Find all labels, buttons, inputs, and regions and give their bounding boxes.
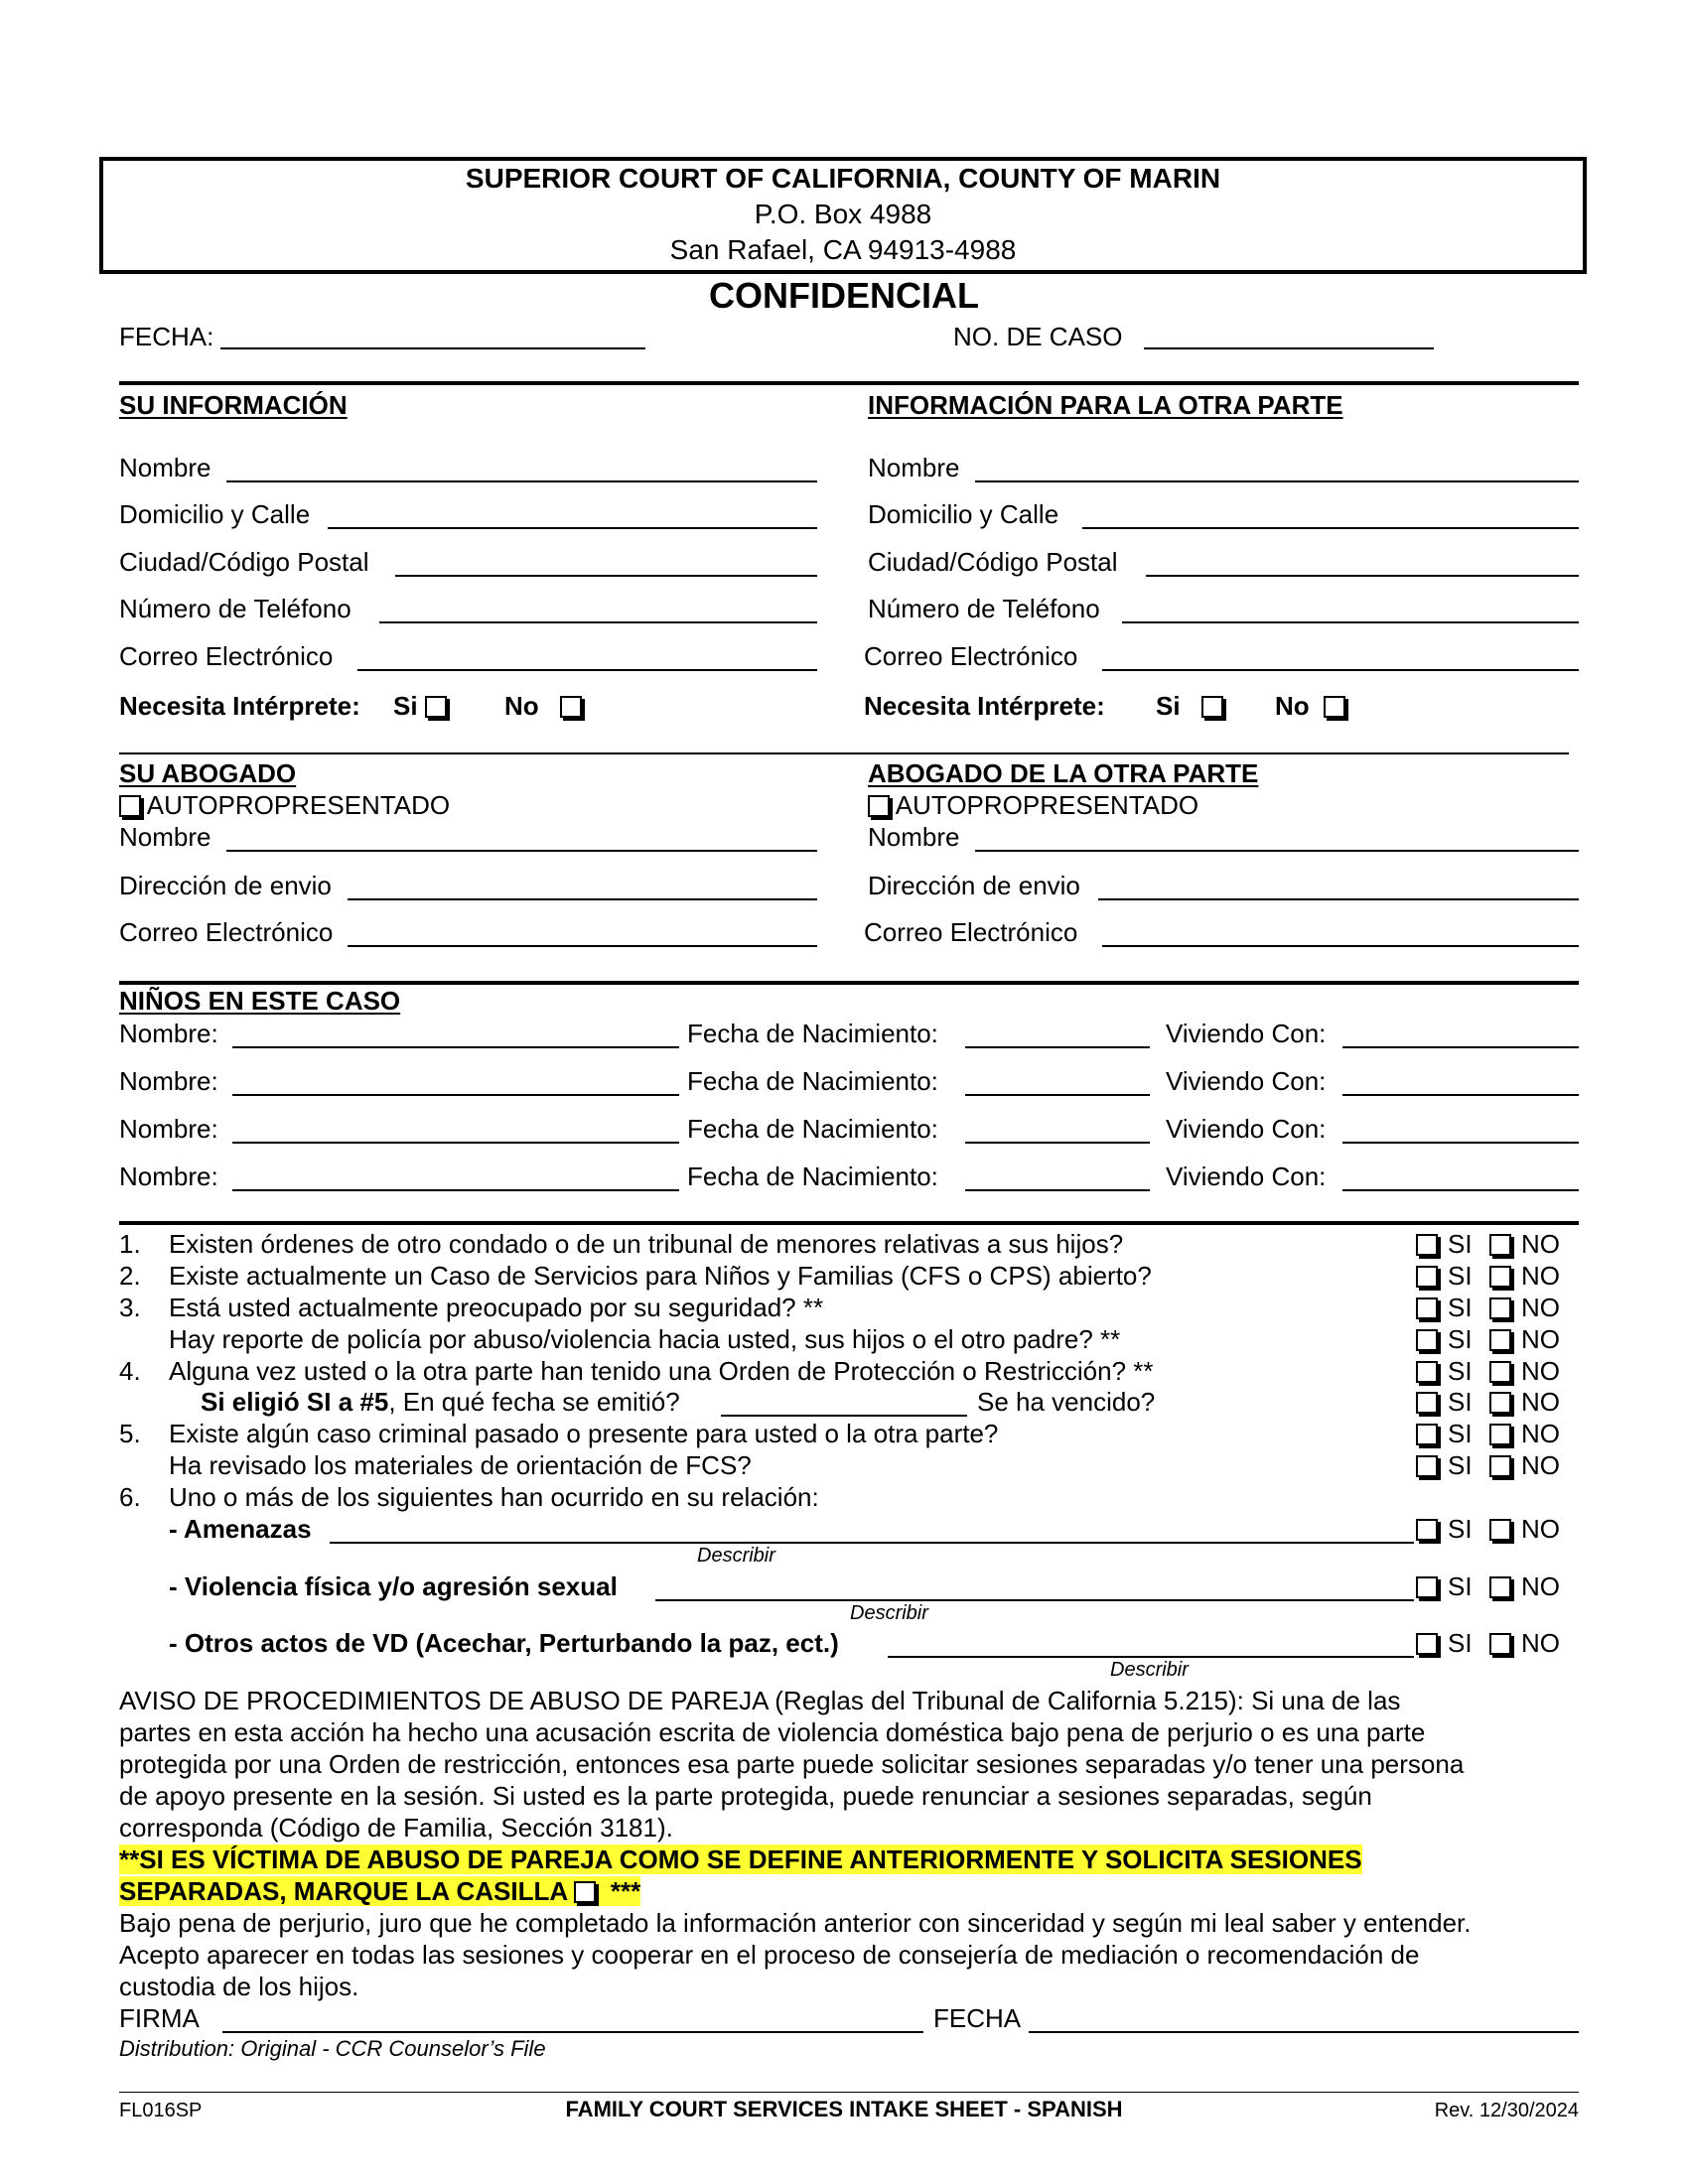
highlight-line-2 bbox=[119, 1876, 640, 1906]
q4b-expired: Se ha vencido? bbox=[977, 1387, 1156, 1417]
no-label: NO bbox=[1521, 1419, 1560, 1448]
q3-no[interactable] bbox=[1489, 1293, 1560, 1322]
nino-3-nombre-field[interactable] bbox=[232, 1142, 679, 1144]
q6b-describir: Describir bbox=[850, 1602, 928, 1624]
no-label: NO bbox=[1521, 1356, 1560, 1386]
checkbox-icon[interactable] bbox=[1416, 1297, 1438, 1319]
su-telefono-label: Número de Teléfono bbox=[119, 594, 352, 623]
otro-abogado-auto[interactable] bbox=[868, 790, 1198, 820]
nino-1-viviendo-label: Viviendo Con: bbox=[1166, 1019, 1327, 1048]
su-correo-field[interactable] bbox=[357, 669, 817, 671]
section-divider bbox=[119, 1221, 1579, 1225]
no-label: NO bbox=[1521, 1450, 1560, 1480]
fecha-label: FECHA: bbox=[119, 322, 214, 351]
su-abogado-auto[interactable] bbox=[119, 790, 450, 820]
section-divider bbox=[119, 981, 1579, 985]
q3b-no[interactable] bbox=[1489, 1324, 1560, 1354]
court-header bbox=[99, 157, 1587, 274]
aviso-line-5: corresponda (Código de Familia, Sección 3181). bbox=[119, 1813, 673, 1843]
si-label: SI bbox=[1448, 1387, 1473, 1417]
fecha2-field[interactable] bbox=[1029, 2031, 1579, 2033]
q4b-no[interactable] bbox=[1489, 1387, 1560, 1417]
otro-abogado-direccion-label: Dirección de envio bbox=[868, 871, 1080, 900]
checkbox-icon[interactable] bbox=[1324, 696, 1345, 718]
court-city: San Rafael, CA 94913-4988 bbox=[669, 234, 1017, 265]
su-interprete-no-label: No bbox=[504, 691, 539, 721]
q5b-text: Ha revisado los materiales de orientación de FCS? bbox=[169, 1450, 752, 1480]
su-domicilio-field[interactable] bbox=[328, 527, 817, 529]
checkbox-icon[interactable] bbox=[1489, 1392, 1511, 1414]
nino-1-fecha-label: Fecha de Nacimiento: bbox=[687, 1019, 938, 1048]
q6c-label: - Otros actos de VD (Acechar, Perturbando la paz, ect.) bbox=[169, 1628, 839, 1658]
court-po-box: P.O. Box 4988 bbox=[754, 199, 932, 229]
q4-si[interactable] bbox=[1416, 1356, 1473, 1386]
su-ciudad-field[interactable] bbox=[395, 575, 817, 577]
no-label: NO bbox=[1521, 1387, 1560, 1417]
q5-text: Existe algún caso criminal pasado o presente para usted o la otra parte? bbox=[169, 1419, 999, 1448]
su-abogado-nombre-field[interactable] bbox=[226, 850, 817, 852]
su-abogado-nombre-label: Nombre bbox=[119, 822, 211, 852]
checkbox-icon[interactable] bbox=[1489, 1633, 1511, 1655]
nino-3-fecha-field[interactable] bbox=[965, 1142, 1150, 1144]
nino-1-fecha-field[interactable] bbox=[965, 1046, 1150, 1048]
aviso-line-3: protegida por una Orden de restricción, entonces esa parte puede solicitar sesiones separadas y/o tener una persona bbox=[119, 1749, 1465, 1779]
si-label: SI bbox=[1448, 1356, 1473, 1386]
highlight-line-2-text: SEPARADAS, MARQUE LA CASILLA bbox=[119, 1876, 568, 1906]
nino-3-fecha-label: Fecha de Nacimiento: bbox=[687, 1114, 938, 1144]
q6b-label: - Violencia física y/o agresión sexual bbox=[169, 1571, 618, 1601]
q4b-si[interactable] bbox=[1416, 1387, 1473, 1417]
no-label: NO bbox=[1521, 1261, 1560, 1291]
otro-abogado-correo-label: Correo Electrónico bbox=[864, 917, 1078, 947]
otra-correo-label: Correo Electrónico bbox=[864, 641, 1078, 671]
checkbox-icon[interactable] bbox=[1416, 1234, 1438, 1256]
no-label: NO bbox=[1521, 1293, 1560, 1322]
q3-si[interactable] bbox=[1416, 1293, 1473, 1322]
nino-2-nombre-label: Nombre: bbox=[119, 1066, 218, 1096]
su-abogado-correo-field[interactable] bbox=[348, 945, 817, 947]
nino-4-viviendo-field[interactable] bbox=[1342, 1189, 1579, 1191]
nino-4-fecha-label: Fecha de Nacimiento: bbox=[687, 1161, 938, 1191]
nino-4-nombre-field[interactable] bbox=[232, 1189, 679, 1191]
aviso-line-4: de apoyo presente en la sesión. Si usted es la parte protegida, puede renunciar a sesiones separadas, según bbox=[119, 1781, 1372, 1811]
su-interprete-label: Necesita Intérprete: bbox=[119, 691, 360, 721]
checkbox-icon[interactable] bbox=[1416, 1329, 1438, 1351]
nino-2-fecha-field[interactable] bbox=[965, 1094, 1150, 1096]
otra-correo-field[interactable] bbox=[1102, 669, 1579, 671]
firma-field[interactable] bbox=[222, 2031, 923, 2033]
q2-number: 2. bbox=[119, 1261, 141, 1291]
nino-3-nombre-label: Nombre: bbox=[119, 1114, 218, 1144]
su-abogado-heading: SU ABOGADO bbox=[119, 758, 297, 788]
no-label: NO bbox=[1521, 1571, 1560, 1601]
otro-abogado-auto-label: AUTOPROPRESENTADO bbox=[895, 790, 1199, 820]
fecha2-label: FECHA bbox=[933, 2003, 1022, 2033]
checkbox-icon[interactable] bbox=[1489, 1266, 1511, 1288]
nino-2-nombre-field[interactable] bbox=[232, 1094, 679, 1096]
q6c-si[interactable] bbox=[1416, 1628, 1473, 1658]
otro-abogado-nombre-label: Nombre bbox=[868, 822, 960, 852]
otra-nombre-label: Nombre bbox=[868, 453, 960, 482]
q1-no[interactable] bbox=[1489, 1229, 1560, 1259]
q4b-date-field[interactable] bbox=[721, 1415, 967, 1417]
case-number-field[interactable] bbox=[1144, 347, 1434, 349]
checkbox-icon[interactable] bbox=[1416, 1266, 1438, 1288]
otro-abogado-nombre-field[interactable] bbox=[975, 850, 1579, 852]
aviso-line-2: partes en esta acción ha hecho una acusación escrita de violencia doméstica bajo pena de perjurio o es una parte bbox=[119, 1717, 1426, 1747]
q6b-no[interactable] bbox=[1489, 1571, 1560, 1601]
su-nombre-label: Nombre bbox=[119, 453, 211, 482]
si-label: SI bbox=[1448, 1324, 1473, 1354]
ninos-heading: NIÑOS EN ESTE CASO bbox=[119, 986, 401, 1016]
otra-interprete-si[interactable] bbox=[1156, 691, 1223, 721]
footer-revision: Rev. 12/30/2024 bbox=[1434, 2100, 1579, 2121]
checkbox-icon[interactable] bbox=[1416, 1392, 1438, 1414]
q1-si[interactable] bbox=[1416, 1229, 1473, 1259]
si-label: SI bbox=[1448, 1293, 1473, 1322]
nino-1-viviendo-field[interactable] bbox=[1342, 1046, 1579, 1048]
checkbox-icon[interactable] bbox=[868, 795, 890, 817]
su-abogado-direccion-field[interactable] bbox=[348, 898, 817, 900]
nino-4-fecha-field[interactable] bbox=[965, 1189, 1150, 1191]
checkbox-icon[interactable] bbox=[1416, 1519, 1438, 1541]
highlight-line-2-stars: *** bbox=[610, 1876, 641, 1906]
nino-3-viviendo-label: Viviendo Con: bbox=[1166, 1114, 1327, 1144]
otra-domicilio-label: Domicilio y Calle bbox=[868, 499, 1059, 529]
otra-telefono-field[interactable] bbox=[1122, 621, 1579, 623]
otra-ciudad-label: Ciudad/Código Postal bbox=[868, 547, 1118, 577]
si-label: SI bbox=[1448, 1261, 1473, 1291]
footer-title: FAMILY COURT SERVICES INTAKE SHEET - SPANISH bbox=[565, 2097, 1123, 2121]
otro-abogado-heading: ABOGADO DE LA OTRA PARTE bbox=[868, 758, 1259, 788]
section-divider bbox=[119, 752, 1569, 754]
si-label: SI bbox=[1448, 1450, 1473, 1480]
q4b-text bbox=[201, 1387, 680, 1417]
q1-number: 1. bbox=[119, 1229, 141, 1259]
checkbox-icon[interactable] bbox=[574, 1881, 596, 1903]
si-label: SI bbox=[1448, 1419, 1473, 1448]
case-number-label: NO. DE CASO bbox=[953, 322, 1123, 351]
q6b-si[interactable] bbox=[1416, 1571, 1473, 1601]
q4b-bold: Si eligió SI a #5 bbox=[201, 1387, 389, 1417]
checkbox-icon[interactable] bbox=[1489, 1297, 1511, 1319]
checkbox-icon[interactable] bbox=[1489, 1424, 1511, 1445]
q1-text: Existen órdenes de otro condado o de un tribunal de menores relativas a sus hijos? bbox=[169, 1229, 1124, 1259]
q6c-field[interactable] bbox=[888, 1656, 1414, 1658]
checkbox-icon[interactable] bbox=[1416, 1633, 1438, 1655]
su-abogado-auto-label: AUTOPROPRESENTADO bbox=[146, 790, 451, 820]
q5-number: 5. bbox=[119, 1419, 141, 1448]
aviso-line-1: AVISO DE PROCEDIMIENTOS DE ABUSO DE PAREJA (Reglas del Tribunal de California 5.215): Si una de las bbox=[119, 1686, 1401, 1715]
q3-number: 3. bbox=[119, 1293, 141, 1322]
q5b-si[interactable] bbox=[1416, 1450, 1473, 1480]
su-interprete-si-label: Si bbox=[393, 691, 418, 721]
q6a-field[interactable] bbox=[330, 1542, 1414, 1544]
si-label: SI bbox=[1448, 1514, 1473, 1544]
checkbox-icon[interactable] bbox=[560, 696, 582, 718]
q3b-si[interactable] bbox=[1416, 1324, 1473, 1354]
checkbox-icon[interactable] bbox=[1416, 1424, 1438, 1445]
page-title: CONFIDENCIAL bbox=[709, 275, 979, 316]
otra-nombre-field[interactable] bbox=[975, 480, 1579, 482]
checkbox-icon[interactable] bbox=[1489, 1576, 1511, 1598]
q2-text: Existe actualmente un Caso de Servicios para Niños y Familias (CFS o CPS) abierto? bbox=[169, 1261, 1152, 1291]
nino-1-nombre-field[interactable] bbox=[232, 1046, 679, 1048]
q4-number: 4. bbox=[119, 1356, 141, 1386]
q3b-text: Hay reporte de policía por abuso/violencia hacia usted, sus hijos o el otro padre? ** bbox=[169, 1324, 1121, 1354]
otra-interprete-si-label: Si bbox=[1156, 691, 1181, 721]
q5-si[interactable] bbox=[1416, 1419, 1473, 1448]
q6a-describir: Describir bbox=[697, 1545, 775, 1567]
q6b-field[interactable] bbox=[655, 1599, 1414, 1601]
q6a-label: - Amenazas bbox=[169, 1514, 312, 1544]
q6a-no[interactable] bbox=[1489, 1514, 1560, 1544]
checkbox-icon[interactable] bbox=[1489, 1455, 1511, 1477]
q3-text: Está usted actualmente preocupado por su seguridad? ** bbox=[169, 1293, 824, 1322]
checkbox-icon[interactable] bbox=[1201, 696, 1223, 718]
otra-domicilio-field[interactable] bbox=[1082, 527, 1579, 529]
no-label: NO bbox=[1521, 1229, 1560, 1259]
q4-text: Alguna vez usted o la otra parte han tenido una Orden de Protección o Restricción? ** bbox=[169, 1356, 1154, 1386]
q2-si[interactable] bbox=[1416, 1261, 1473, 1291]
su-telefono-field[interactable] bbox=[379, 621, 817, 623]
checkbox-icon[interactable] bbox=[1489, 1361, 1511, 1383]
su-nombre-field[interactable] bbox=[226, 480, 817, 482]
distribution-note: Distribution: Original - CCR Counselor’s File bbox=[119, 2036, 546, 2061]
q6c-no[interactable] bbox=[1489, 1628, 1560, 1658]
su-correo-label: Correo Electrónico bbox=[119, 641, 334, 671]
q4-no[interactable] bbox=[1489, 1356, 1560, 1386]
footer-divider bbox=[119, 2092, 1579, 2093]
firma-label: FIRMA bbox=[119, 2003, 200, 2033]
checkbox-icon[interactable] bbox=[1489, 1329, 1511, 1351]
declaration-line-3: custodia de los hijos. bbox=[119, 1972, 359, 2001]
si-label: SI bbox=[1448, 1628, 1473, 1658]
q6c-describir: Describir bbox=[1110, 1659, 1189, 1681]
su-ciudad-label: Ciudad/Código Postal bbox=[119, 547, 369, 577]
no-label: NO bbox=[1521, 1628, 1560, 1658]
su-info-heading: SU INFORMACIÓN bbox=[119, 390, 348, 420]
otro-abogado-correo-field[interactable] bbox=[1102, 945, 1579, 947]
checkbox-icon[interactable] bbox=[1489, 1519, 1511, 1541]
q6a-si[interactable] bbox=[1416, 1514, 1473, 1544]
si-label: SI bbox=[1448, 1229, 1473, 1259]
q5b-no[interactable] bbox=[1489, 1450, 1560, 1480]
nino-2-fecha-label: Fecha de Nacimiento: bbox=[687, 1066, 938, 1096]
su-domicilio-label: Domicilio y Calle bbox=[119, 499, 311, 529]
highlight-line-1: **SI ES VÍCTIMA DE ABUSO DE PAREJA COMO SE DEFINE ANTERIORMENTE Y SOLICITA SESIONES bbox=[119, 1844, 1362, 1874]
no-label: NO bbox=[1521, 1514, 1560, 1544]
si-label: SI bbox=[1448, 1571, 1473, 1601]
nino-3-viviendo-field[interactable] bbox=[1342, 1142, 1579, 1144]
fecha-field[interactable] bbox=[220, 347, 645, 349]
otra-info-heading: INFORMACIÓN PARA LA OTRA PARTE bbox=[868, 390, 1343, 420]
nino-4-nombre-label: Nombre: bbox=[119, 1161, 218, 1191]
q2-no[interactable] bbox=[1489, 1261, 1560, 1291]
nino-2-viviendo-label: Viviendo Con: bbox=[1166, 1066, 1327, 1096]
su-abogado-correo-label: Correo Electrónico bbox=[119, 917, 334, 947]
q6-number: 6. bbox=[119, 1482, 141, 1512]
otra-telefono-label: Número de Teléfono bbox=[868, 594, 1100, 623]
checkbox-icon[interactable] bbox=[1416, 1576, 1438, 1598]
otra-interprete-no-label: No bbox=[1275, 691, 1310, 721]
court-name: SUPERIOR COURT OF CALIFORNIA, COUNTY OF MARIN bbox=[465, 163, 1221, 194]
declaration-line-2: Acepto aparecer en todas las sesiones y cooperar en el proceso de consejería de mediación o recomendación de bbox=[119, 1940, 1420, 1970]
otra-interprete-no[interactable] bbox=[1275, 691, 1345, 721]
otro-abogado-direccion-field[interactable] bbox=[1098, 898, 1579, 900]
aviso-paragraph bbox=[119, 1685, 1579, 2002]
checkbox-icon[interactable] bbox=[119, 795, 141, 817]
otra-ciudad-field[interactable] bbox=[1146, 575, 1579, 577]
su-interprete-si[interactable] bbox=[393, 691, 447, 721]
nino-2-viviendo-field[interactable] bbox=[1342, 1094, 1579, 1096]
nino-1-nombre-label: Nombre: bbox=[119, 1019, 218, 1048]
checkbox-icon[interactable] bbox=[1416, 1361, 1438, 1383]
otra-interprete-label: Necesita Intérprete: bbox=[864, 691, 1105, 721]
q4b-rest: , En qué fecha se emitió? bbox=[388, 1387, 680, 1417]
q6-text: Uno o más de los siguientes han ocurrido en su relación: bbox=[169, 1482, 819, 1512]
declaration-line-1: Bajo pena de perjurio, juro que he completado la información anterior con sinceridad y según mi leal saber y entender. bbox=[119, 1908, 1472, 1938]
nino-4-viviendo-label: Viviendo Con: bbox=[1166, 1161, 1327, 1191]
footer-form-code: FL016SP bbox=[119, 2100, 203, 2121]
no-label: NO bbox=[1521, 1324, 1560, 1354]
checkbox-icon[interactable] bbox=[425, 696, 447, 718]
q5-no[interactable] bbox=[1489, 1419, 1560, 1448]
su-interprete-no[interactable] bbox=[504, 691, 582, 721]
checkbox-icon[interactable] bbox=[1416, 1455, 1438, 1477]
section-divider bbox=[119, 381, 1579, 385]
checkbox-icon[interactable] bbox=[1489, 1234, 1511, 1256]
su-abogado-direccion-label: Dirección de envio bbox=[119, 871, 332, 900]
